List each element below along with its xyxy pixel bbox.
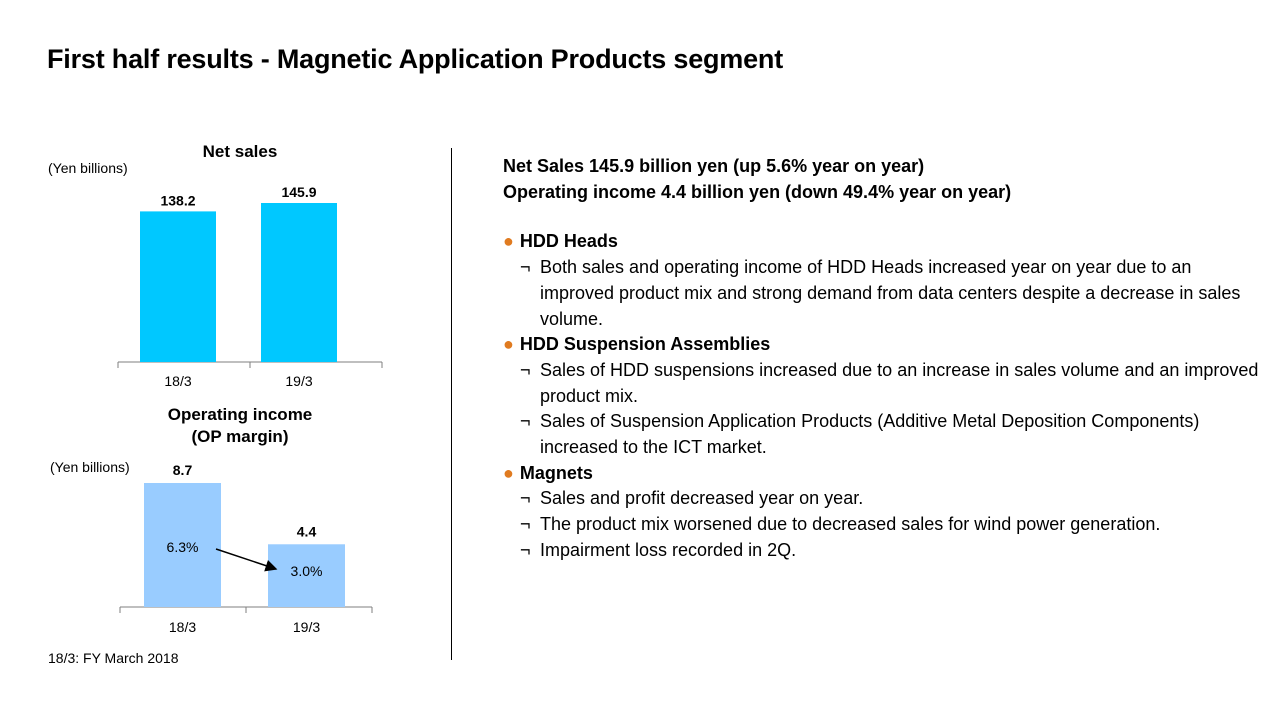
net-sales-chart-title: Net sales	[202, 142, 278, 161]
vertical-divider	[451, 148, 452, 660]
op-income-chart	[110, 455, 390, 640]
item-marker-icon: ¬	[520, 359, 531, 380]
op-income-unit-label: (Yen billions)	[50, 459, 130, 475]
op-income-title-line-1: Operating income	[167, 405, 313, 424]
sections-list	[503, 229, 1263, 563]
section-title	[503, 229, 1263, 255]
list-item	[503, 409, 1263, 460]
op-income-title-line-2: (OP margin)	[191, 427, 289, 446]
item-marker-icon: ¬	[520, 257, 531, 278]
page-title: First half results - Magnetic Application Products segment	[47, 44, 784, 74]
list-item-text: Impairment loss recorded in 2Q.	[540, 539, 797, 560]
section-title	[503, 332, 1263, 358]
bullet-icon: ●	[503, 462, 514, 483]
list-item	[503, 255, 1263, 332]
list-item-text: Sales and profit decreased year on year.	[540, 488, 864, 509]
list-item-text: Sales of HDD suspensions increased due to an increase in sales volume and an improved product mix.	[540, 359, 1259, 406]
bar-value-label: 138.2	[160, 192, 196, 209]
list-item-text: Sales of Suspension Application Products (Additive Metal Deposition Components) increased to the ICT market.	[540, 411, 1200, 458]
bar-value-label: 145.9	[281, 184, 317, 200]
category-label: 19/3	[292, 619, 321, 635]
op-margin-label: 3.0%	[290, 563, 323, 579]
category-label: 18/3	[168, 619, 197, 635]
summary-panel	[503, 154, 1263, 564]
section-title-label: Magnets	[519, 462, 593, 483]
item-marker-icon: ¬	[520, 539, 531, 560]
list-item	[503, 538, 1263, 564]
list-item-text: The product mix worsened due to decreased sales for wind power generation.	[540, 514, 1161, 535]
category-label: 18/3	[164, 373, 192, 389]
section-title-label: HDD Suspension Assemblies	[519, 334, 771, 355]
item-marker-icon: ¬	[520, 411, 531, 432]
bar	[140, 211, 216, 362]
item-marker-icon: ¬	[520, 514, 531, 535]
op-margin-label: 6.3%	[166, 539, 199, 555]
list-item	[503, 358, 1263, 409]
bullet-icon: ●	[503, 231, 514, 252]
bar-value-label: 8.7	[172, 462, 193, 478]
item-marker-icon: ¬	[520, 488, 531, 509]
category-label: 19/3	[285, 373, 313, 389]
bullet-icon: ●	[503, 334, 514, 355]
list-item-text: Both sales and operating income of HDD Heads increased year on year due to an improved product mix and strong demand from data centers despite a decrease in sales volume.	[540, 257, 1241, 329]
section-title-label: HDD Heads	[519, 231, 618, 252]
net-sales-chart	[110, 170, 390, 395]
list-item	[503, 486, 1263, 512]
list-item	[503, 512, 1263, 538]
margin-change-arrow	[216, 549, 276, 569]
net-sales-unit-label: (Yen billions)	[48, 160, 128, 176]
footnote: 18/3: FY March 2018	[48, 650, 179, 666]
bar	[261, 203, 337, 362]
op-income-chart-title	[140, 404, 340, 448]
bar-value-label: 4.4	[296, 523, 317, 540]
net-sales-summary: Net Sales 145.9 billion yen (up 5.6% year on year)	[503, 156, 925, 176]
operating-income-summary: Operating income 4.4 billion yen (down 49.4% year on year)	[503, 181, 1012, 202]
section-title	[503, 461, 1263, 487]
